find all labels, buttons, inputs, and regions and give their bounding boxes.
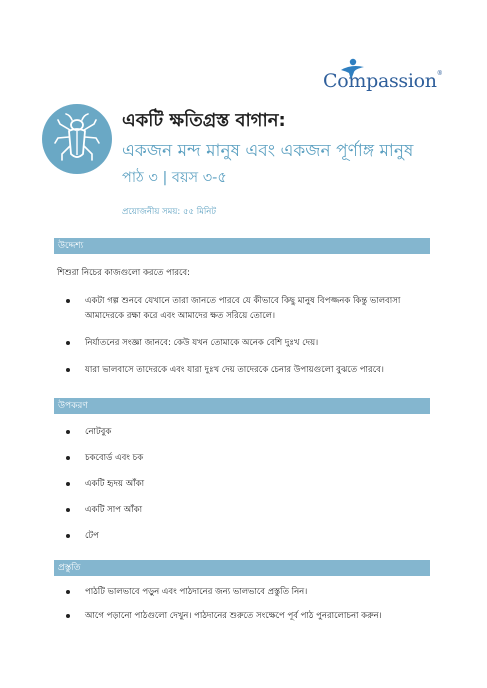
page-subtitle: একজন মন্দ মানুষ এবং একজন পূর্ণাঙ্গ মানুষ (122, 141, 414, 161)
list-item: একটি সাপ আঁকা (62, 503, 422, 518)
title-block (122, 110, 452, 189)
list-item: টেপ (62, 529, 422, 544)
preparation-list (62, 585, 422, 633)
list-item: একটা গল্প শুনবে যেখানে তারা জানতে পারবে যে কীভাবে কিছু মানুষ বিপজ্জনক কিন্তু ভালবাসা আমাদেরকে রক্ষা করে এবং আমাদের ক্ষত সরিয়ে তোলে। (62, 294, 422, 324)
objective-list (62, 294, 422, 390)
list-item: নোটবুক (62, 425, 422, 440)
preparation-heading: প্রস্তুতি (54, 560, 430, 576)
materials-heading: উপকরণ (54, 398, 430, 414)
objective-intro: শিশুরা নিচের কাজগুলো করতে পারবে: (57, 268, 191, 278)
time-required: প্রয়োজনীয় সময়: ৫৫ মিনিট (122, 207, 216, 217)
list-item: একটি হৃদয় আঁকা (62, 477, 422, 492)
lesson-badge (42, 104, 112, 174)
list-item: নির্যাতনের সংজ্ঞা জানবে: কেউ যখন তোমাকে অনেক বেশি দুঃখ দেয়। (62, 336, 422, 351)
compassion-logo (323, 58, 443, 98)
list-item: যারা ভালবাসে তাদেরকে এবং যারা দুঃখ দেয় তাদেরকে চেনার উপায়গুলো বুঝতে পারবে। (62, 363, 422, 378)
materials-list (62, 425, 422, 555)
lesson-age-label: পাঠ ৩ | বয়স ৩-৫ (122, 170, 227, 186)
list-item: চকবোর্ড এবং চক (62, 451, 422, 466)
page-title: একটি ক্ষতিগ্রস্ত বাগান: (122, 110, 286, 131)
objective-heading: উদ্দেশ্য (54, 238, 430, 254)
list-item: আগে পড়ানো পাঠগুলো দেখুন। পাঠদানের শুরুতে সংক্ষেপে পূর্ব পাঠ পুনরালোচনা করুন। (62, 609, 422, 624)
list-item: পাঠটি ভালভাবে পড়ুন এবং পাঠদানের জন্য ভালভাবে প্রস্তুতি নিন। (62, 585, 422, 600)
logo-wordmark: Compassion® (323, 70, 443, 92)
bug-icon (42, 104, 112, 174)
